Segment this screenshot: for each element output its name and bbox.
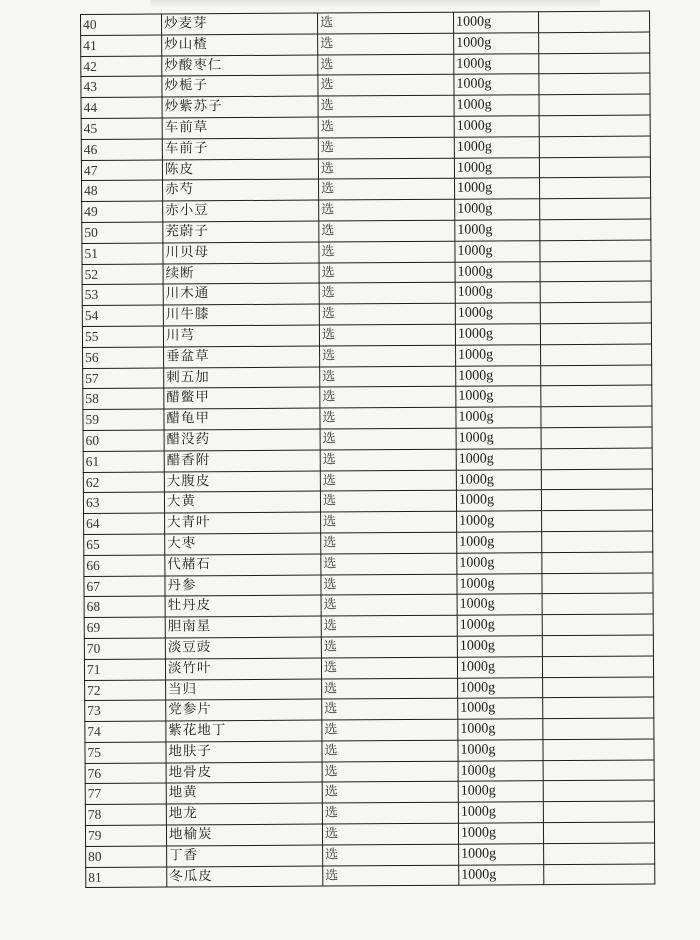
quantity-cell: 1000g [456,428,541,449]
note-cell [543,718,654,739]
selection-cell: 选 [322,761,458,783]
note-cell [540,323,651,344]
quantity-cell: 1000g [454,116,539,137]
herb-name-cell: 胆南星 [165,616,321,638]
herb-name-cell: 淡豆豉 [165,637,321,659]
row-number-cell: 48 [82,180,163,201]
row-number-cell: 64 [84,513,165,534]
selection-cell: 选 [321,595,457,617]
row-number-cell: 43 [81,76,162,97]
quantity-cell: 1000g [456,386,541,407]
selection-cell: 选 [320,449,456,471]
note-cell [538,11,649,32]
herb-name-cell: 醋鳖甲 [164,387,320,409]
note-cell [543,677,654,698]
note-cell [544,864,655,885]
herb-name-cell: 党参片 [166,699,322,721]
quantity-cell: 1000g [455,178,540,199]
note-cell [541,365,652,386]
herb-name-cell: 川贝母 [163,242,319,264]
note-cell [540,198,651,219]
row-number-cell: 63 [83,492,164,513]
row-number-cell: 44 [81,97,162,118]
note-cell [542,531,653,552]
herb-name-cell: 车前子 [162,138,318,160]
herb-name-cell: 陈皮 [162,159,318,181]
herb-name-cell: 川芎 [163,325,319,347]
quantity-cell: 1000g [455,261,540,282]
selection-cell: 选 [320,491,456,513]
note-cell [540,281,651,302]
selection-cell: 选 [320,345,456,367]
quantity-cell: 1000g [458,781,543,802]
row-number-cell: 45 [81,118,162,139]
row-number-cell: 62 [83,472,164,493]
note-cell [542,656,653,677]
selection-cell: 选 [317,12,453,34]
note-cell [542,593,653,614]
row-number-cell: 53 [82,284,163,305]
row-number-cell: 50 [82,222,163,243]
row-number-cell: 67 [84,576,165,597]
selection-cell: 选 [322,782,458,804]
herb-name-cell: 茺蔚子 [163,221,319,243]
herb-name-cell: 丹参 [165,575,321,597]
selection-cell: 选 [323,865,459,887]
herb-name-cell: 牡丹皮 [165,595,321,617]
herb-name-cell: 川牛膝 [163,304,319,326]
row-number-cell: 51 [82,243,163,264]
quantity-cell: 1000g [454,95,539,116]
quantity-cell: 1000g [457,615,542,636]
note-cell [539,136,650,157]
note-cell [539,32,650,53]
note-cell [541,469,652,490]
row-number-cell: 41 [81,35,162,56]
selection-cell: 选 [322,719,458,741]
quantity-cell: 1000g [454,53,539,74]
row-number-cell: 81 [86,867,167,888]
selection-cell: 选 [321,636,457,658]
quantity-cell: 1000g [456,469,541,490]
herb-name-cell: 地骨皮 [166,762,322,784]
note-cell [543,822,654,843]
selection-cell: 选 [318,33,454,55]
quantity-cell: 1000g [458,719,543,740]
row-number-cell: 80 [86,846,167,867]
note-cell [539,157,650,178]
previous-page-bleed [150,0,600,8]
row-number-cell: 70 [84,638,165,659]
selection-cell: 选 [319,303,455,325]
quantity-cell: 1000g [456,490,541,511]
quantity-cell: 1000g [457,636,542,657]
herb-name-cell: 赤小豆 [163,200,319,222]
herb-name-cell: 大枣 [165,533,321,555]
herb-name-cell: 垂盆草 [164,346,320,368]
herb-name-cell: 大黄 [164,491,320,513]
selection-cell: 选 [322,699,458,721]
note-cell [542,573,653,594]
quantity-cell: 1000g [458,740,543,761]
quantity-cell: 1000g [456,344,541,365]
note-cell [539,94,650,115]
selection-cell: 选 [320,366,456,388]
note-cell [540,240,651,261]
table-row [86,864,655,888]
herb-name-cell: 地黄 [166,783,322,805]
quantity-cell: 1000g [456,407,541,428]
selection-cell: 选 [320,407,456,429]
herb-name-cell: 淡竹叶 [165,658,321,680]
selection-cell: 选 [318,116,454,138]
selection-cell: 选 [321,574,457,596]
row-number-cell: 71 [84,659,165,680]
row-number-cell: 78 [85,804,166,825]
row-number-cell: 74 [85,721,166,742]
row-number-cell: 59 [83,409,164,430]
note-cell [539,73,650,94]
note-cell [540,261,651,282]
herb-name-cell: 冬瓜皮 [167,866,323,888]
note-cell [541,344,652,365]
selection-cell: 选 [321,532,457,554]
note-cell [541,489,652,510]
herb-list-table [80,11,655,889]
quantity-cell: 1000g [456,448,541,469]
quantity-cell: 1000g [456,365,541,386]
note-cell [541,448,652,469]
herb-name-cell: 醋没药 [164,429,320,451]
selection-cell: 选 [321,657,457,679]
selection-cell: 选 [318,95,454,117]
selection-cell: 选 [321,511,457,533]
herb-name-cell: 炒山楂 [162,34,318,56]
selection-cell: 选 [321,615,457,637]
row-number-cell: 76 [85,763,166,784]
note-cell [539,53,650,74]
quantity-cell: 1000g [458,760,543,781]
selection-cell: 选 [319,324,455,346]
row-number-cell: 57 [83,368,164,389]
document-page [80,11,655,889]
note-cell [541,427,652,448]
row-number-cell: 55 [82,326,163,347]
herb-name-cell: 醋龟甲 [164,408,320,430]
row-number-cell: 58 [83,388,164,409]
quantity-cell: 1000g [458,698,543,719]
selection-cell: 选 [318,75,454,97]
quantity-cell: 1000g [457,552,542,573]
quantity-cell: 1000g [457,573,542,594]
herb-name-cell: 地龙 [166,803,322,825]
row-number-cell: 54 [82,305,163,326]
row-number-cell: 75 [85,742,166,763]
selection-cell: 选 [319,283,455,305]
row-number-cell: 60 [83,430,164,451]
quantity-cell: 1000g [455,220,540,241]
quantity-cell: 1000g [453,12,538,33]
row-number-cell: 73 [85,700,166,721]
selection-cell: 选 [323,844,459,866]
herb-name-cell: 刺五加 [164,367,320,389]
note-cell [543,780,654,801]
quantity-cell: 1000g [458,823,543,844]
row-number-cell: 47 [81,160,162,181]
row-number-cell: 49 [82,201,163,222]
row-number-cell: 46 [81,139,162,160]
note-cell [542,614,653,635]
selection-cell: 选 [318,137,454,159]
herb-name-cell: 车前草 [162,117,318,139]
selection-cell: 选 [319,241,455,263]
selection-cell: 选 [319,199,455,221]
herb-name-cell: 炒酸枣仁 [162,55,318,77]
table-body [81,11,655,888]
quantity-cell: 1000g [455,324,540,345]
quantity-cell: 1000g [457,511,542,532]
selection-cell: 选 [322,802,458,824]
note-cell [543,760,654,781]
selection-cell: 选 [322,740,458,762]
quantity-cell: 1000g [454,32,539,53]
quantity-cell: 1000g [455,199,540,220]
selection-cell: 选 [322,823,458,845]
selection-cell: 选 [320,470,456,492]
selection-cell: 选 [320,428,456,450]
selection-cell: 选 [321,553,457,575]
herb-name-cell: 醋香附 [164,450,320,472]
herb-name-cell: 赤芍 [163,179,319,201]
note-cell [544,843,655,864]
row-number-cell: 68 [84,596,165,617]
selection-cell: 选 [322,678,458,700]
row-number-cell: 42 [81,56,162,77]
row-number-cell: 79 [85,825,166,846]
row-number-cell: 66 [84,555,165,576]
selection-cell: 选 [318,54,454,76]
selection-cell: 选 [318,158,454,180]
row-number-cell: 77 [85,783,166,804]
herb-name-cell: 炒紫苏子 [162,96,318,118]
note-cell [540,177,651,198]
row-number-cell: 56 [83,347,164,368]
note-cell [540,219,651,240]
herb-name-cell: 地榆炭 [166,824,322,846]
quantity-cell: 1000g [455,240,540,261]
row-number-cell: 52 [82,264,163,285]
quantity-cell: 1000g [458,802,543,823]
quantity-cell: 1000g [459,864,544,885]
row-number-cell: 40 [81,14,162,35]
quantity-cell: 1000g [454,136,539,157]
herb-name-cell: 丁香 [167,845,323,867]
quantity-cell: 1000g [458,677,543,698]
note-cell [540,302,651,323]
selection-cell: 选 [319,220,455,242]
selection-cell: 选 [319,262,455,284]
herb-name-cell: 炒麦芽 [162,13,318,35]
quantity-cell: 1000g [454,157,539,178]
note-cell [542,635,653,656]
herb-name-cell: 川木通 [163,283,319,305]
quantity-cell: 1000g [457,594,542,615]
note-cell [539,115,650,136]
row-number-cell: 61 [83,451,164,472]
row-number-cell: 69 [84,617,165,638]
note-cell [541,385,652,406]
selection-cell: 选 [319,179,455,201]
quantity-cell: 1000g [455,282,540,303]
herb-name-cell: 大青叶 [165,512,321,534]
selection-cell: 选 [320,387,456,409]
herb-name-cell: 大腹皮 [164,471,320,493]
quantity-cell: 1000g [454,74,539,95]
herb-name-cell: 当归 [166,679,322,701]
herb-name-cell: 续断 [163,263,319,285]
note-cell [542,552,653,573]
quantity-cell: 1000g [457,656,542,677]
herb-name-cell: 紫花地丁 [166,720,322,742]
quantity-cell: 1000g [459,844,544,865]
note-cell [543,801,654,822]
quantity-cell: 1000g [457,532,542,553]
quantity-cell: 1000g [455,303,540,324]
row-number-cell: 72 [85,679,166,700]
herb-name-cell: 地肤子 [166,741,322,763]
herb-name-cell: 炒栀子 [162,75,318,97]
herb-name-cell: 代赭石 [165,554,321,576]
note-cell [543,739,654,760]
note-cell [543,697,654,718]
note-cell [542,510,653,531]
row-number-cell: 65 [84,534,165,555]
note-cell [541,406,652,427]
